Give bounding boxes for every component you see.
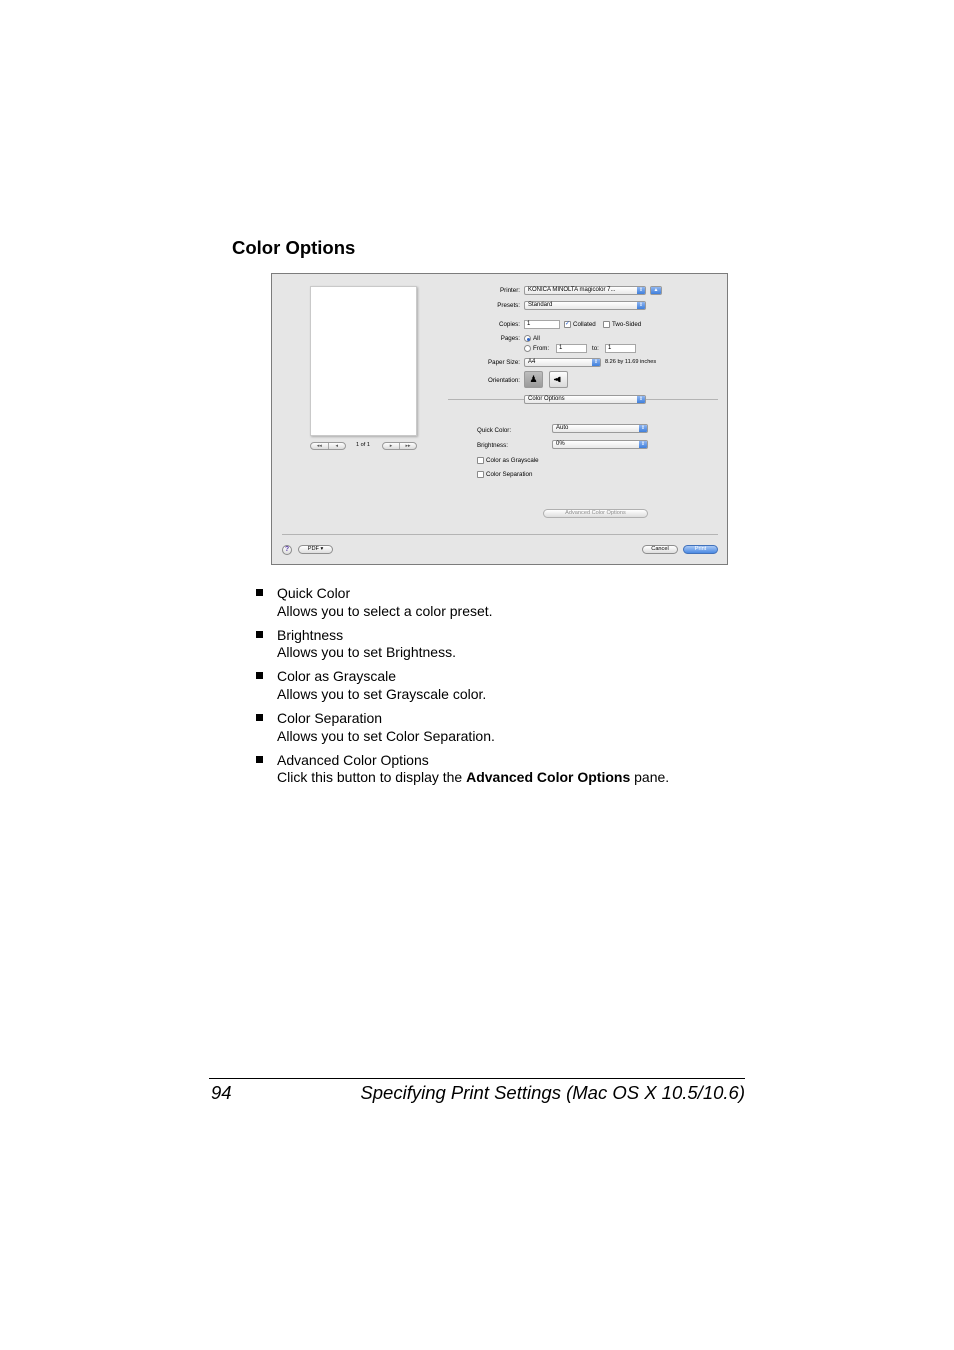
- portrait-person-icon: ♟: [529, 374, 538, 384]
- landscape-person-icon: ♟: [552, 375, 563, 384]
- bullet-title-quick-color: Quick Color: [277, 585, 351, 601]
- bottom-divider: [282, 534, 718, 535]
- presets-select[interactable]: [524, 301, 646, 310]
- chevron-updown-icon: ⇕: [638, 287, 644, 293]
- help-icon[interactable]: ?: [282, 545, 292, 555]
- next-page-button[interactable]: ▸: [389, 443, 393, 449]
- chevron-updown-icon: ⇕: [640, 425, 646, 431]
- orientation-label: Orientation:: [488, 377, 520, 384]
- bullet-title-color-separation: Color Separation: [277, 710, 383, 726]
- copies-field[interactable]: 1: [524, 320, 560, 329]
- prev-page-button[interactable]: ◂: [328, 443, 346, 449]
- page-preview: [310, 286, 417, 436]
- pages-to-field[interactable]: 1: [605, 344, 636, 353]
- brightness-select-value: 0%: [556, 441, 565, 447]
- printer-select[interactable]: [524, 286, 646, 295]
- desc-prefix: Click this button to display the: [277, 769, 467, 785]
- color-separation-checkbox[interactable]: [477, 471, 484, 478]
- desc-bold-term: Advanced Color Options: [466, 769, 631, 785]
- section-title: Color Options: [232, 237, 356, 258]
- brightness-select[interactable]: [552, 440, 648, 449]
- two-sided-checkbox[interactable]: [603, 321, 610, 328]
- pane-select-value: Color Options: [528, 396, 565, 402]
- quick-color-select[interactable]: [552, 424, 648, 433]
- chapter-title: Specifying Print Settings (Mac OS X 10.5/10.6): [360, 1082, 745, 1103]
- pages-from-label: From:: [533, 345, 550, 352]
- page-count-label: 1 of 1: [356, 442, 370, 448]
- pages-label: Pages:: [500, 335, 520, 342]
- collated-label: Collated: [573, 321, 596, 328]
- pages-from-field[interactable]: 1: [556, 344, 587, 353]
- bullet-title-advanced-color-options: Advanced Color Options: [277, 752, 429, 768]
- chevron-updown-icon: ⇕: [638, 302, 644, 308]
- cancel-button[interactable]: Cancel: [642, 545, 678, 554]
- brightness-label: Brightness:: [477, 442, 508, 449]
- chevron-updown-icon: ⇕: [638, 396, 644, 402]
- collated-checkbox[interactable]: ✓: [565, 321, 571, 327]
- color-as-grayscale-checkbox[interactable]: [477, 457, 484, 464]
- paper-size-select[interactable]: [524, 358, 601, 367]
- quick-color-label: Quick Color:: [477, 427, 512, 434]
- chevron-updown-icon: ⇕: [640, 441, 646, 447]
- chevron-updown-icon: ⇕: [593, 359, 599, 365]
- bullet-marker: [256, 631, 263, 638]
- first-page-button[interactable]: ◂◂: [316, 443, 322, 449]
- bullet-marker: [256, 589, 263, 596]
- bullet-marker: [256, 714, 263, 721]
- pages-from-radio[interactable]: [524, 345, 531, 352]
- bullet-marker: [256, 672, 263, 679]
- last-page-button[interactable]: ▸▸: [399, 443, 416, 449]
- pages-all-label: All: [533, 335, 540, 342]
- bullet-title-brightness: Brightness: [277, 627, 344, 643]
- color-as-grayscale-label: Color as Grayscale: [486, 457, 539, 464]
- page-number: 94: [211, 1082, 232, 1103]
- two-sided-label: Two-Sided: [612, 321, 642, 328]
- bullet-desc-quick-color: Allows you to select a color preset.: [277, 603, 493, 619]
- disclosure-triangle-icon: ▲: [651, 287, 661, 294]
- print-dialog: [271, 273, 728, 565]
- bullet-desc-color-as-grayscale: Allows you to set Grayscale color.: [277, 686, 487, 702]
- pdf-menu-button[interactable]: PDF ▾: [298, 545, 333, 554]
- bullet-desc-advanced-color-options: [277, 770, 669, 784]
- landscape-orientation-button[interactable]: [549, 371, 568, 388]
- printer-label: Printer:: [500, 287, 520, 294]
- quick-color-select-value: Auto: [556, 425, 569, 431]
- paper-size-label: Paper Size:: [488, 359, 520, 366]
- bullet-marker: [256, 756, 263, 763]
- pages-all-radio[interactable]: [524, 335, 531, 342]
- presets-label: Presets:: [497, 302, 520, 309]
- presets-select-value: Standard: [528, 302, 553, 308]
- pages-to-label: to:: [592, 345, 599, 352]
- desc-suffix: pane.: [630, 769, 670, 785]
- color-separation-label: Color Separation: [486, 471, 533, 478]
- paper-size-select-value: A4: [528, 359, 536, 365]
- advanced-color-options-button[interactable]: Advanced Color Options: [543, 509, 648, 518]
- printer-select-value: KONICA MINOLTA magicolor 7...: [528, 287, 616, 293]
- print-button[interactable]: Print: [683, 545, 718, 554]
- paper-dimensions: 8.26 by 11.69 inches: [605, 359, 657, 365]
- portrait-orientation-button[interactable]: [524, 371, 543, 388]
- disclosure-button[interactable]: [650, 286, 662, 295]
- preview-nav-forward-group: [382, 442, 417, 450]
- bullet-desc-brightness: Allows you to set Brightness.: [277, 644, 456, 660]
- copies-label: Copies:: [499, 321, 520, 328]
- pane-select[interactable]: [524, 395, 646, 404]
- preview-nav-back-group: [310, 442, 346, 450]
- footer-rule: [209, 1078, 745, 1079]
- bullet-title-color-as-grayscale: Color as Grayscale: [277, 668, 397, 684]
- bullet-desc-color-separation: Allows you to set Color Separation.: [277, 728, 495, 744]
